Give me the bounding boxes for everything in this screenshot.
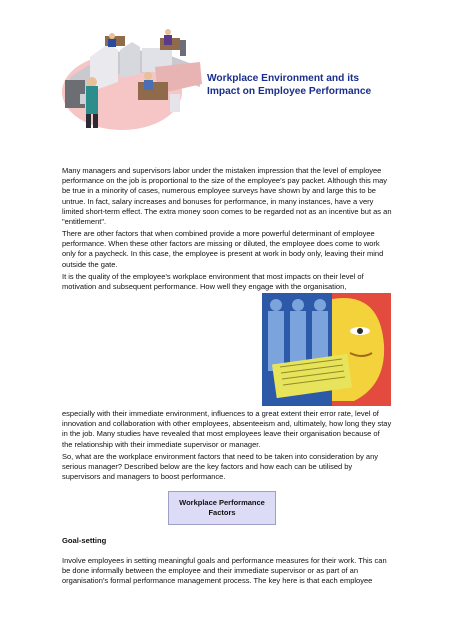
paragraph-1: Many managers and supervisors labor under the mistaken impression that the level of employee performance on the job is proportional to the size of the employee’s pay packet. Although this may be true in a minority of cases, numerous employee surveys have shown by and large this to be untrue. In fact, salary increases and bonuses for performance, in many instances, have a very limited short-term effect. The extra money soon comes to be regarded not as an incentive but as an "entitlement".	[62, 166, 392, 227]
section-heading-goal-setting: Goal-setting	[62, 536, 107, 545]
paragraph-6: Involve employees in setting meaningful goals and performance measures for their work. This can be done informally between the employee and their immediate supervisor or as part of an organisation’s formal performance management process. The key here is that each employee	[62, 556, 387, 586]
paragraph-3: It is the quality of the employee’s workplace environment that most impacts on their level of motivation and subsequent performance. How well they engage with the organisation,	[62, 272, 364, 292]
paragraph-2: There are other factors that when combined provide a more powerful determinant of employee performance. When these other factors are missing or diluted, the employee does come to work only for a paycheck. In this case, the employee is present at work in body only, leaving their mind outside the gate.	[62, 229, 384, 269]
workplace-performance-factors-box	[168, 491, 276, 525]
title-line-1: Workplace Environment and its	[207, 73, 360, 84]
title-line-2: Impact on Employee Performance	[207, 86, 372, 97]
document-title	[207, 72, 407, 98]
office-workers-illustration	[60, 22, 210, 134]
factors-box-line-1: Workplace Performance	[179, 498, 265, 507]
paragraph-5: So, what are the workplace environment factors that need to be taken into consideration by any serious manager? Described below are the key factors and how each can be utilised by supervisors and managers to boost performance.	[62, 452, 379, 482]
workers-and-face-illustration	[262, 293, 391, 406]
factors-box-line-2: Factors	[208, 508, 236, 517]
paragraph-4: especially with their immediate environment, influences to a great extent their error rate, level of innovation and collaboration with other employees, absenteeism and, ultimately, how long they stay in the job. Many studies have revealed that most employees leave their organisation because of the relationship with their immediate supervisor or manager.	[62, 409, 392, 449]
